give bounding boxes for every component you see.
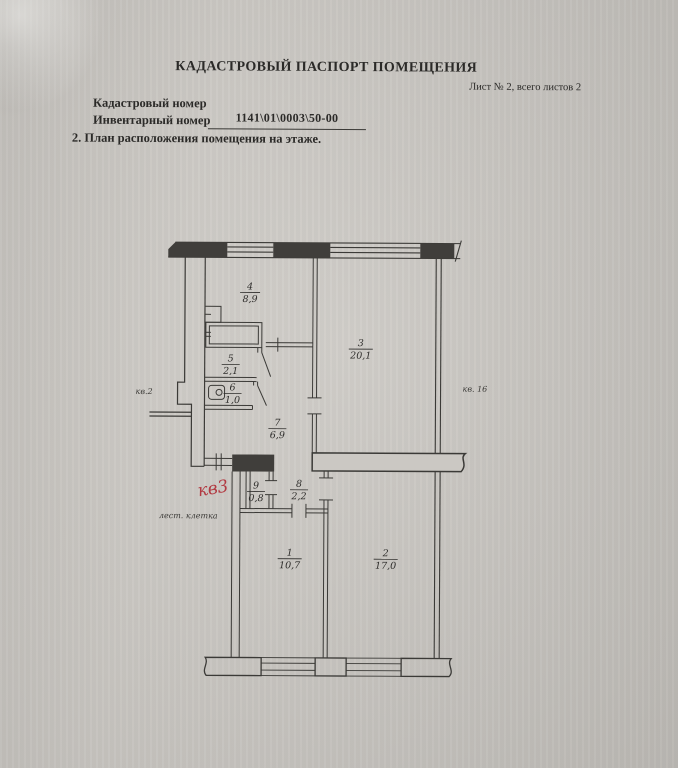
- window: [330, 247, 420, 252]
- entry-door: [204, 453, 232, 470]
- left-apartment-label: кв.2: [135, 386, 153, 397]
- room-label-2: [374, 548, 398, 572]
- door-leaf: [262, 353, 271, 377]
- staircase-label: лест. клетка: [158, 511, 218, 521]
- svg-text:8,9: 8,9: [242, 293, 258, 306]
- room-label-1: [278, 548, 302, 572]
- left-exterior-wall: [149, 257, 205, 466]
- svg-text:2: 2: [382, 548, 389, 560]
- right-apartment-label: кв. 16: [462, 384, 488, 394]
- room3-left-wall: [307, 258, 322, 453]
- svg-text:0,8: 0,8: [248, 493, 264, 505]
- inventory-number-label: Инвентарный номер: [92, 112, 211, 128]
- wall-pier: [204, 657, 261, 675]
- document-title: КАДАСТРОВЫЙ ПАСПОРТ ПОМЕЩЕНИЯ: [175, 59, 478, 76]
- svg-text:10,7: 10,7: [279, 560, 301, 572]
- room-label-5: [222, 353, 240, 377]
- handwritten-apartment-label: кв3: [196, 476, 230, 502]
- svg-text:20,1: 20,1: [350, 350, 372, 362]
- door-leaf: [257, 386, 266, 406]
- cadastral-number-label: Кадастровый номер: [93, 95, 207, 111]
- wall-pier: [315, 658, 346, 676]
- svg-text:5: 5: [227, 353, 234, 365]
- svg-text:17,0: 17,0: [375, 560, 397, 572]
- inventory-number-value: 1141\01\0003\50-00: [208, 110, 366, 130]
- svg-text:2,2: 2,2: [291, 491, 307, 503]
- room4-fixtures: [205, 306, 221, 336]
- window: [227, 247, 273, 252]
- svg-text:3: 3: [357, 338, 364, 350]
- svg-text:1,0: 1,0: [224, 394, 241, 406]
- bottom-exterior-wall: [204, 657, 451, 676]
- window: [346, 658, 401, 676]
- svg-text:6: 6: [229, 382, 236, 394]
- room-label-8: [290, 479, 308, 503]
- section-heading: 2. План расположения помещения на этаже.: [71, 130, 322, 146]
- wall-pier: [232, 454, 274, 471]
- toilet-icon-bowl: [216, 389, 222, 395]
- room-label-3: [349, 338, 373, 362]
- window: [261, 658, 315, 676]
- svg-text:1: 1: [286, 547, 293, 559]
- svg-text:9: 9: [253, 480, 260, 492]
- room-label-4: [240, 281, 260, 305]
- wall-pier: [273, 243, 330, 258]
- room4-room7-wall: [266, 338, 313, 352]
- top-exterior-wall: [168, 239, 461, 262]
- room-label-6: [223, 382, 241, 406]
- svg-text:4: 4: [247, 281, 254, 293]
- wall-pier: [420, 243, 454, 258]
- svg-text:6,9: 6,9: [269, 430, 285, 442]
- svg-text:8: 8: [296, 478, 303, 490]
- svg-text:2,1: 2,1: [223, 365, 239, 377]
- svg-text:7: 7: [274, 417, 281, 429]
- bathtub-icon-inner: [209, 326, 258, 344]
- wall-pier: [168, 242, 227, 257]
- wall-pier: [401, 658, 451, 676]
- room-label-7: [268, 418, 286, 442]
- middle-bearing-wall: [232, 452, 465, 472]
- sheet-number-note: Лист № 2, всего листов 2: [469, 81, 582, 94]
